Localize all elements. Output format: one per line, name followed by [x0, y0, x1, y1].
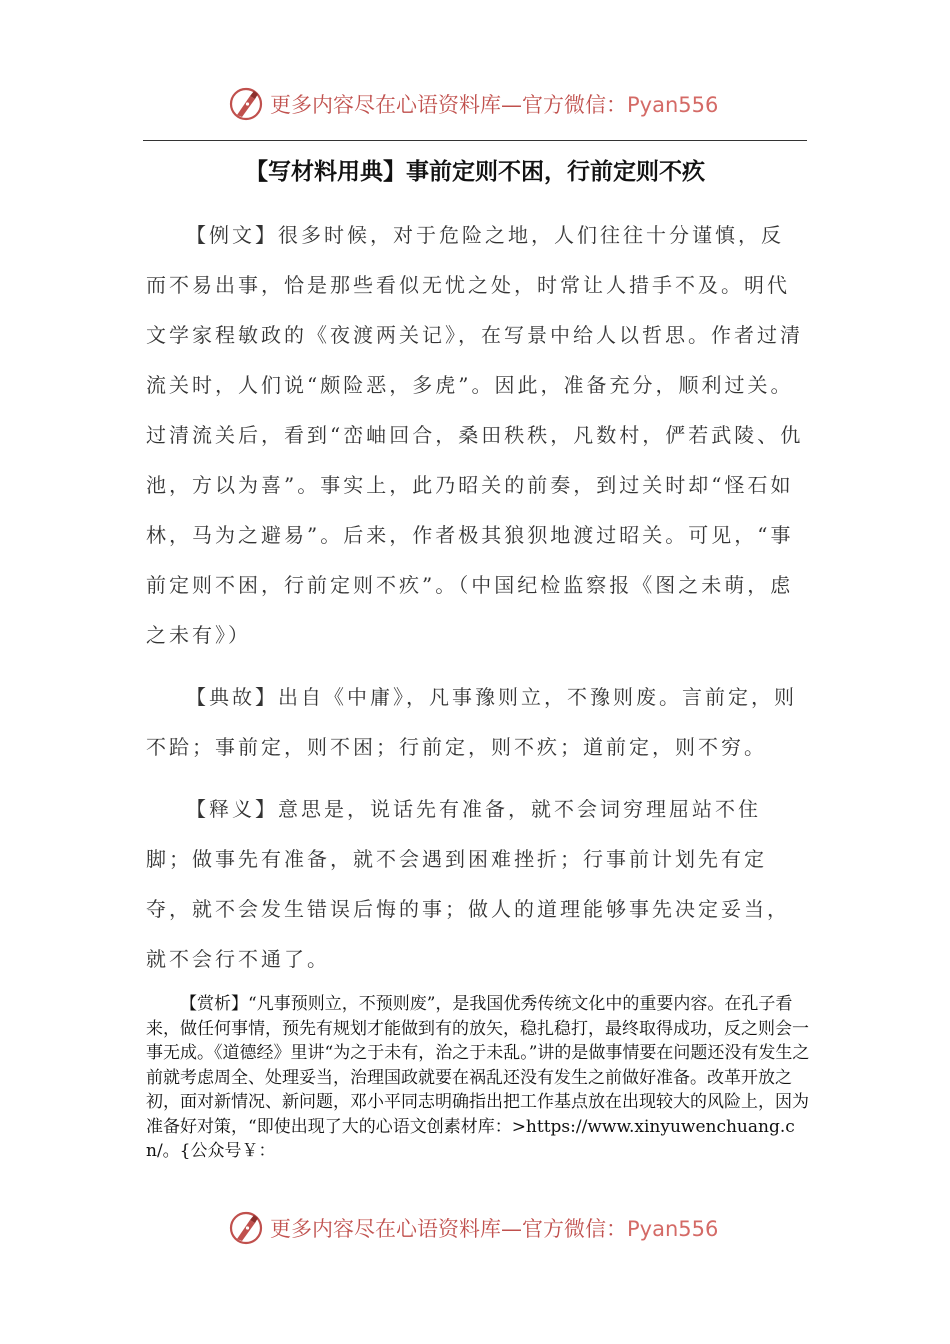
meaning-paragraph: 【释义】意思是，说话先有准备，就不会词穷理屈站不住脚；做事先有准备，就不会遇到困难挫折；行事前计划先有定夺，就不会发生错误后悔的事；做人的道理能够事先决定妥当，就不会行不通了。 [146, 797, 790, 971]
wechat-id: Pyan556 [627, 93, 719, 117]
allusion-paragraph: 【典故】出自《中庸》，凡事豫则立，不豫则废。言前定，则不跲；事前定，则不困；行前定，则不疚；道前定，则不穷。 [146, 685, 797, 759]
banner-text: 更多内容尽在心语资料库—官方微信：Pyan556 [270, 93, 719, 117]
example-paragraph: 【例文】很多时候，对于危险之地，人们往往十分谨慎，反而不易出事，恰是那些看似无忧之处，时常让人措手不及。明代文学家程敏政的《夜渡两关记》，在写景中给人以哲思。作者过清流关时，人们说“颇险恶，多虎”。因此，准备充分，顺利过关。过清流关后，看到“峦岫回合，桑田秩秩，凡数村，俨若武陵、仇池，方以为喜”。事实上，此乃昭关的前奏，到过关时却“怪石如林，马为之避易”。后来，作者极其狼狈地渡过昭关。可见，“事前定则不困，行前定则不疚”。（中国纪检监察报《图之未萌，虑之未有》） [146, 223, 804, 647]
banner-text: 更多内容尽在心语资料库—官方微信：Pyan556 [270, 1217, 719, 1241]
wechat-id: Pyan556 [627, 1217, 719, 1241]
analysis-paragraph: 【赏析】“凡事预则立，不预则废”，是我国优秀传统文化中的重要内容。在孔子看来，做任何事情，预先有规划才能做到有的放矢，稳扎稳打，最终取得成功，反之则会一事无成。《道德经》里讲“为之于未有，治之于未乱。”讲的是做事情要在问题还没有发生之前就考虑周全、处理妥当，治理国政就要在祸乱还没有发生之前做好准备。改革开放之初，面对新情况、新问题，邓小平同志明确指出把工作基点放在出现较大的风险上，因为准备好对策，“即使出现了大的心语文创素材库：>https://www.xinyuwenchuang.cn/。{公众号￥： [146, 994, 810, 1161]
pen-nib-logo-icon [228, 1210, 264, 1246]
header-divider [143, 140, 807, 141]
footer-banner [228, 1208, 718, 1248]
pen-nib-logo-icon [228, 86, 264, 122]
header-banner [228, 84, 718, 124]
page-title: 【写材料用典】事前定则不困，行前定则不疚 [245, 158, 705, 185]
